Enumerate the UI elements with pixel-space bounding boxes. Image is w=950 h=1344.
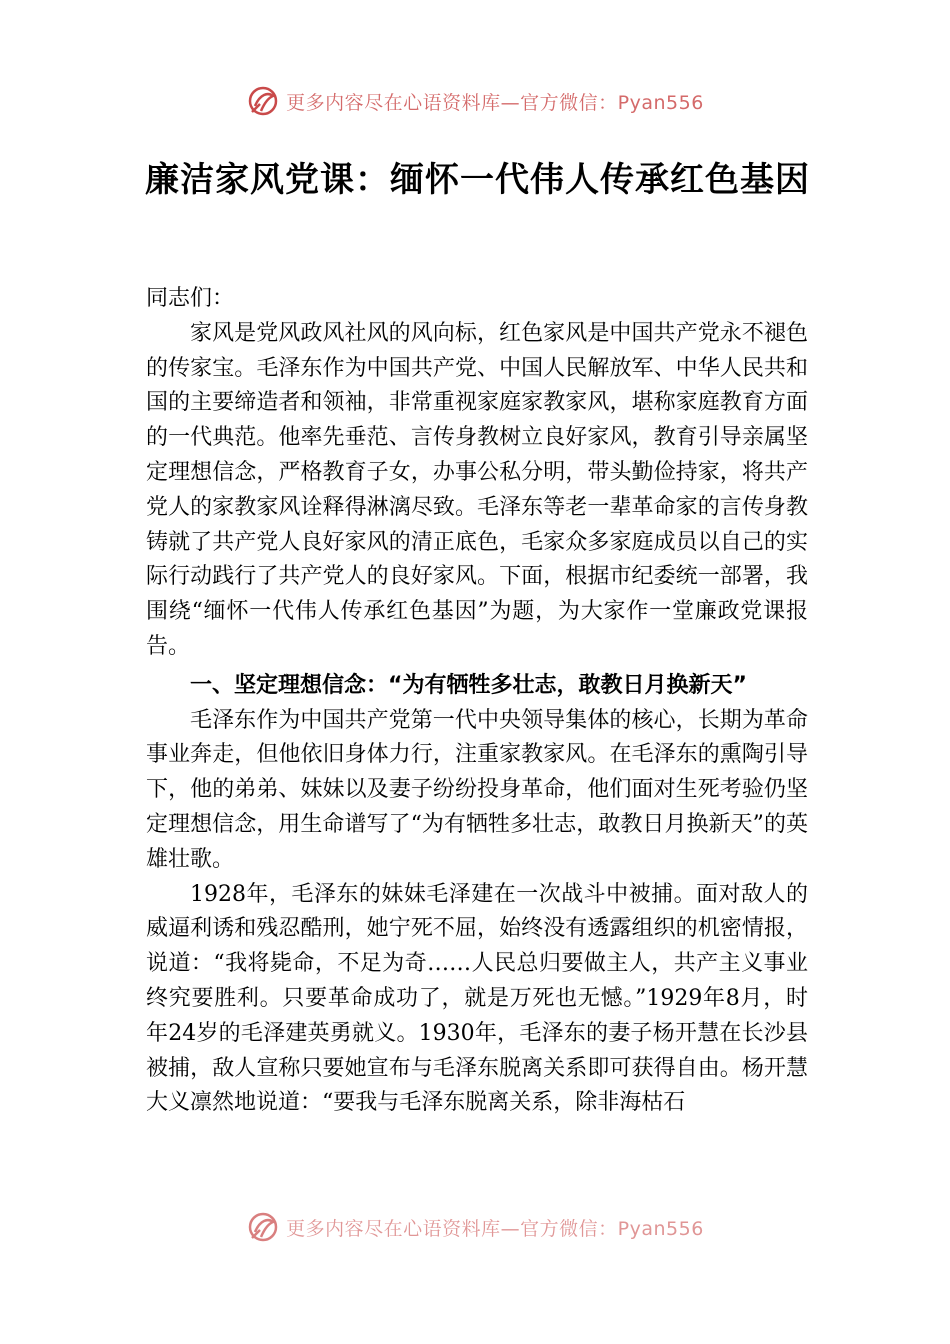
paragraph-1: 毛泽东作为中国共产党第一代中央领导集体的核心，长期为革命事业奔走，但他依旧身体力行，注重家教家风。在毛泽东的熏陶引导下，他的弟弟、妹妹以及妻子纷纷投身革命，他们面对生死考验仍坚定理想信念，用生命谱写了“为有牺牲多壮志，敢教日月换新天”的英雄壮歌。 <box>146 707 808 872</box>
section-heading-1: 一、坚定理想信念：“为有牺牲多壮志，敢教日月换新天” <box>190 672 747 698</box>
watermark-header <box>0 84 950 118</box>
watermark-logo-icon <box>246 84 280 118</box>
watermark-text: 更多内容尽在心语资料库—官方微信：Pyan556 <box>286 1217 704 1240</box>
watermark-footer <box>0 1210 950 1244</box>
watermark-logo-icon <box>246 1210 280 1244</box>
paragraph-2: 1928年，毛泽东的妹妹毛泽建在一次战斗中被捕。面对敌人的威逼利诱和残忍酷刑，她宁死不屈，始终没有透露组织的机密情报，说道：“我将毙命，不足为奇……人民总归要做主人，共产主义事业终究要胜利。只要革命成功了，就是万死也无憾。”1929年8月，时年24岁的毛泽建英勇就义。1930年，毛泽东的妻子杨开慧在长沙县被捕，敌人宣称只要她宣布与毛泽东脱离关系即可获得自由。杨开慧大义凛然地说道：“要我与毛泽东脱离关系，除非海枯石 <box>146 881 808 1116</box>
paragraph-intro: 家风是党风政风社风的风向标，红色家风是中国共产党永不褪色的传家宝。毛泽东作为中国共产党、中国人民解放军、中华人民共和国的主要缔造者和领袖，非常重视家庭家教家风，堪称家庭教育方面的一代典范。他率先垂范、言传身教树立良好家风，教育引导亲属坚定理想信念，严格教育子女，办事公私分明，带头勤俭持家，将共产党人的家教家风诠释得淋漓尽致。毛泽东等老一辈革命家的言传身教铸就了共产党人良好家风的清正底色，毛家众多家庭成员以自己的实际行动践行了共产党人的良好家风。下面，根据市纪委统一部署，我围绕“缅怀一代伟人传承红色基因”为题，为大家作一堂廉政党课报告。 <box>146 320 808 659</box>
greeting: 同志们： <box>146 286 235 311</box>
document-body <box>146 282 808 1121</box>
document-title: 廉洁家风党课：缅怀一代伟人传承红色基因 <box>145 160 810 200</box>
watermark-text: 更多内容尽在心语资料库—官方微信：Pyan556 <box>286 91 704 114</box>
